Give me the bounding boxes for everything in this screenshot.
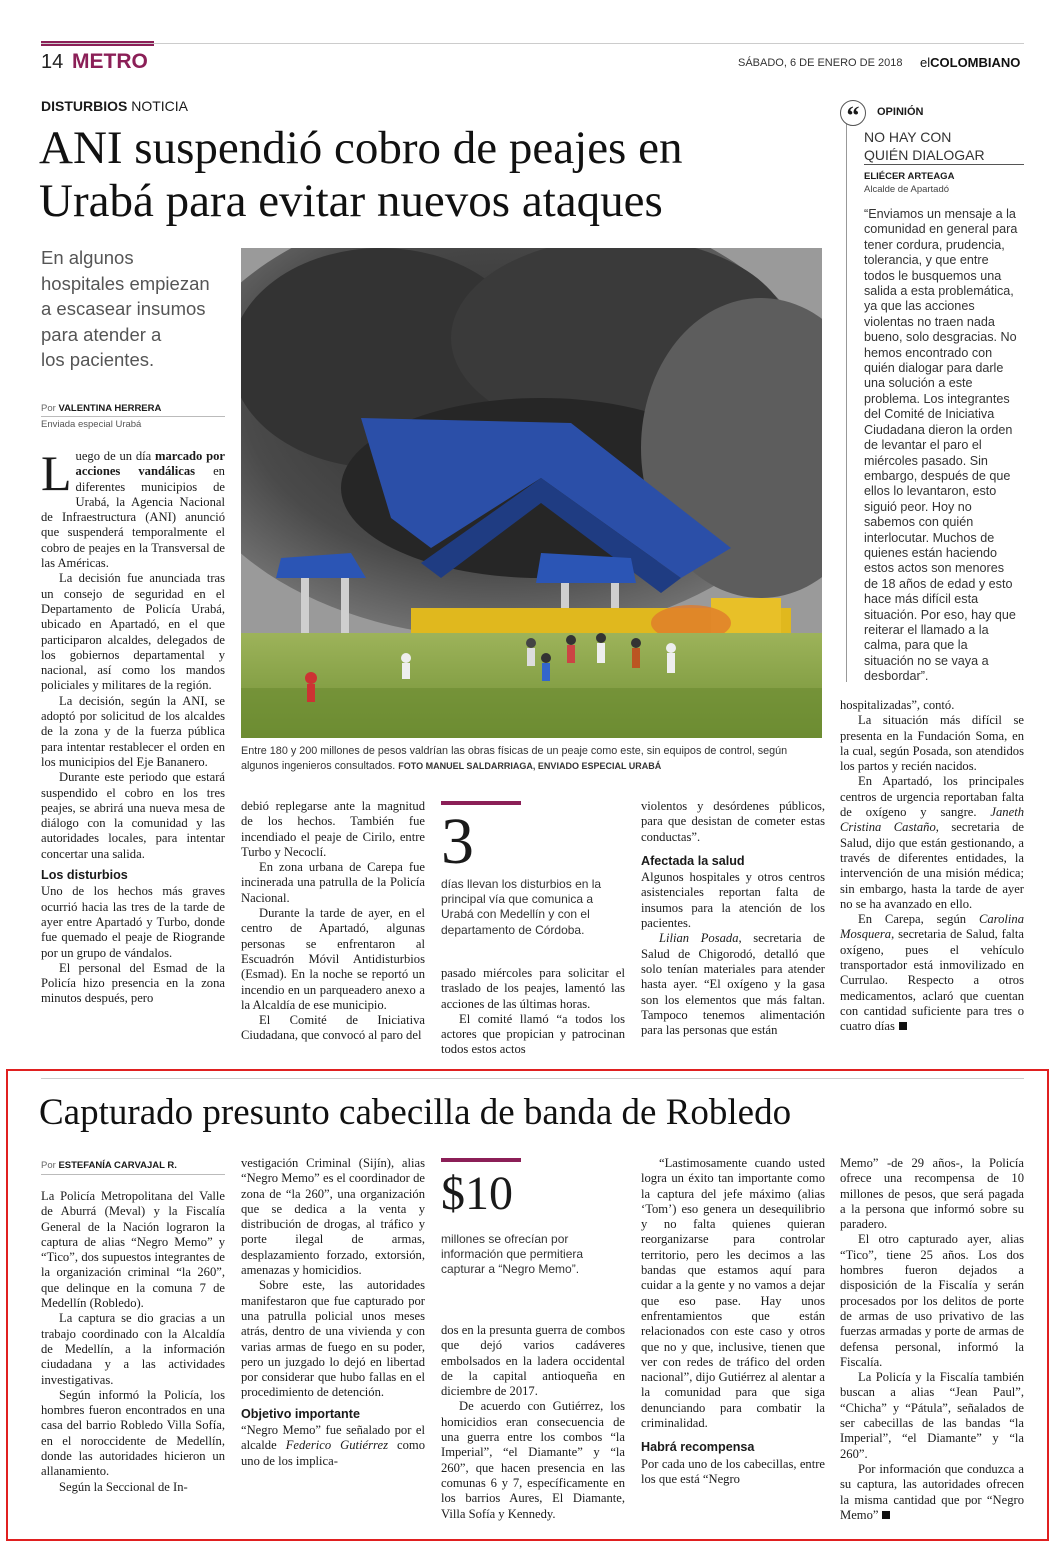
deck-line: los pacientes. — [41, 349, 155, 370]
kicker-label: NOTICIA — [131, 98, 189, 114]
article-column — [41, 1189, 225, 1495]
drop-cap: L — [41, 445, 72, 501]
paragraph: Sobre este, las autoridades manifestaron que fue capturado por una patrulla policial unos meses atrás, dentro de una vivienda y con varias armas de fuego en su poder, pero un juzgado lo dejó en libertad por considerar que hubo fallas en el procedimiento de detención. — [241, 1278, 425, 1400]
byline-2 — [41, 1160, 177, 1171]
lead-text-bold: marcado por acciones vandálicas — [75, 449, 225, 479]
opinion-title-line: QUIÉN DIALOGAR — [864, 147, 985, 163]
issue-date: SÁBADO, 6 DE ENERO DE 2018 — [738, 57, 903, 69]
paragraph — [840, 1462, 1024, 1523]
photo-caption — [241, 744, 822, 774]
paragraph-text: , secretaria de Salud, falta oxígeno, pues el vehículo transportador está inmovilizado en Currulao. Respecto a otros medicamentos, aclaró que cuentan con cantidad suficiente para tres o cuatro días — [840, 927, 1024, 1034]
paragraph: El otro capturado ayer, alias “Tico”, tiene 25 años. Los dos hombres fueron dejados a disposición de la Fiscalía y serán procesados por los delitos de porte de armas de uso privativo de las fuerzas armadas y porte de armas de defensa personal, informó la Fiscalía. — [840, 1232, 1024, 1369]
paragraph: De acuerdo con Gutiérrez, los homicidios eran consecuencia de una guerra entre los combos “la Imperial”, “el Diamante” y “la 260”, que hacen presencia en las comunas 6 y 7, específicamente en los barrios Aures, El Diamante, Villa Sofía y Kennedy. — [441, 1399, 625, 1521]
kicker-bold: DISTURBIOS — [41, 98, 128, 114]
news-photo — [241, 248, 822, 738]
paragraph: Durante este periodo que estará suspendido el cobro en los tres peajes, se abrirá una nueva mesa de diálogo con la comunidad y las autoridades locales, para intentar concertar una salida. — [41, 770, 225, 861]
article-column — [641, 799, 825, 1038]
opinion-title-line: NO HAY CON — [864, 129, 952, 145]
article-column — [241, 1156, 425, 1469]
headline-line-2: Urabá para evitar nuevos ataques — [39, 175, 663, 227]
byline-rule — [41, 1174, 225, 1175]
deck-line: En algunos — [41, 247, 134, 268]
opinion-label: OPINIÓN — [877, 106, 924, 118]
deck — [41, 245, 210, 373]
paragraph: El Comité de Iniciativa Ciudadana, que convocó al paro del — [241, 1013, 425, 1043]
paragraph: El comité llamó “a todos los actores que propician y patrocinan todos estos actos — [441, 1011, 625, 1057]
opinion-sidebar-border — [846, 122, 847, 682]
paragraph-text: , secretaria de Salud, dijo que están gestionando, a través de diferentes entidades, la intervención de una misión médica; sin embargo, hasta la tarde de ayer no se ha avanzado en ello. — [840, 820, 1024, 911]
deck-line: para atender a — [41, 323, 162, 345]
subheading: Afectada la salud — [641, 853, 745, 868]
quoted-name: Carolina Mosquera — [840, 912, 1024, 942]
paragraph: En zona urbana de Carepa fue incinerada una patrulla de la Policía Nacional. — [241, 860, 425, 905]
article-column — [441, 966, 625, 1058]
article-column — [441, 1323, 625, 1522]
opinion-title — [864, 128, 1024, 164]
stat-text: millones se ofrecían por información que permitiera capturar a “Negro Memo”. — [441, 1232, 584, 1277]
lead-text-b: en diferentes municipios de Urabá, la Agencia Nacional de Infraestructura (ANI) anunció que suspenderá temporalmente el cobro de peajes en la Transversal de las Américas. — [41, 464, 225, 571]
paragraph-text: En Apartadó, los principales centros de urgencia reportaban falta de oxígeno y sangre. — [840, 774, 1024, 820]
byline-prefix: Por — [41, 403, 56, 414]
article-column — [241, 799, 425, 1044]
paragraph: Según la Seccional de In- — [59, 1479, 188, 1494]
paragraph — [840, 774, 1024, 912]
opinion-author: ELIÉCER ARTEAGA — [864, 171, 955, 182]
byline-name: ESTEFANÍA CARVAJAL R. — [58, 1160, 177, 1171]
opinion-quote: “Enviamos un mensaje a la comunidad en general para tener cordura, prudencia, tolerancia, y que entre todos le busquemos una salida a esta problemática, ya que las acciones violentas no traen nada bueno, solo desgracias. No hemos encontrado con quién dialogar para darle una solución a este problema. Los integrantes del Comité de Iniciativa Ciudadana dieron la orden de levantar el paro el miércoles pasado. Sin embargo, después de que ellos lo levantaron, esto siguió peor. Hoy no sabemos con quién interlocutar. Muchos de quienes están haciendo estos actos son menores de 18 años de edad y esto hace más difícil esta situación. Por eso, hay que reiterar el llamado a la calma, para que la situación no se vaya a desbordar”. — [864, 207, 1018, 684]
quoted-name: Federico Gutiérrez — [285, 1438, 388, 1453]
byline — [41, 403, 161, 414]
paragraph: pasado miércoles para solicitar el traslado de los peajes, lamentó las acciones de las últimas horas. — [441, 966, 625, 1011]
brand-prefix: el — [920, 55, 931, 70]
paragraph: dos en la presunta guerra de combos que dejó varios cadáveres embolsados en la ladera occidental de la capital antioqueña en diciembre de 2017. — [441, 1323, 625, 1399]
opinion-title-rule — [864, 164, 1024, 165]
paragraph-text: “Negro Memo” fue señalado por el alcalde — [241, 1423, 425, 1453]
paragraph: violentos y desórdenes públicos, para que desistan de cometer estas conductas”. — [641, 799, 825, 844]
paragraph: Durante la tarde de ayer, en el centro de Apartadó, algunas personas se enfrentaron al Escuadrón Móvil Antidisturbios (Esmad). En la noche se reportó un incendio en un parqueadero anexo a la Alcaldía de ese municipio. — [241, 906, 425, 1012]
byline-name: VALENTINA HERRERA — [58, 403, 162, 414]
paragraph: La captura se dio gracias a un trabajo coordinado con la Alcaldía de Medellín, a la información ciudadana y a las actividades investigativas. — [41, 1311, 225, 1387]
article-column — [41, 445, 225, 1007]
quote-mark-icon: “ — [840, 100, 866, 126]
paragraph-text: En Carepa, según — [858, 912, 979, 927]
paragraph-text: Por información que conduzca a su captura, las autoridades ofrecen la misma cantidad que por “Negro Memo” — [840, 1461, 1024, 1522]
stat-number: 3 — [441, 805, 474, 878]
section-divider — [41, 1078, 1024, 1079]
byline-role: Enviada especial Urabá — [41, 419, 142, 430]
paragraph: Según informó la Policía, los hombres fueron encontrados en una casa del barrio Robledo Villa Sofía, en el noroccidente de Medellín, donde las autoridades hicieron un allanamiento. — [41, 1387, 225, 1479]
paragraph — [241, 1423, 425, 1469]
article-column — [840, 1156, 1024, 1523]
paragraph-text: , secretaria de Salud de Chigorodó, detalló que solo tenían materiales para atender hasta ayer. “El oxígeno y la gasa son los elementos que más faltan. Tampoco tenemos alimentación para las personas que están — [641, 931, 825, 1038]
paragraph: La decisión fue anunciada tras un consejo de seguridad en el Departamento de Policía Urabá, ubicado en Apartadó, en el que participaron alcaldes, delegados de los gobiernos departamental y nacional, así como los mandos policiales y militares de la región. — [41, 571, 225, 693]
article-column — [641, 1156, 825, 1487]
paragraph: La Policía y la Fiscalía también buscan a alias “Jean Paul”, “Chicha” y “Pátula”, señalados de ser cabecillas de las bandas “la Imperial”, “el Diamante” y “la 260”. — [840, 1370, 1024, 1461]
paragraph: La decisión, según la ANI, se adoptó por solicitud de los alcaldes de la zona y de la fuerza pública para intentar restablecer el orden en los municipios del Eje Bananero. — [41, 693, 225, 769]
paragraph: Por cada uno de los cabecillas, entre los que está “Negro — [641, 1456, 825, 1486]
paragraph: El personal del Esmad de la Policía hizo presencia en la zona minutos después, pero — [41, 960, 225, 1006]
section-name: METRO — [72, 50, 148, 73]
deck-line: hospitales empiezan — [41, 272, 210, 294]
headline-2: Capturado presunto cabecilla de banda de Robledo — [39, 1092, 792, 1133]
lead-text-a: uego de un día — [75, 449, 155, 463]
page-number: 14 — [41, 51, 64, 73]
subheading: Habrá recompensa — [641, 1440, 755, 1455]
header-rule — [41, 43, 1024, 44]
quoted-name: Janeth Cristina Castaño — [840, 805, 1024, 835]
end-mark-icon — [882, 1511, 890, 1519]
paragraph: “Lastimosamente cuando usted logra un éxito tan importante como la captura del jefe máximo (alias ‘Tom’) eso genera un desequilibrio y no falta quienes quieran reorganizarse para controlar territorio, pero les decimos a las bandas que estamos aquí para cuidar a la gente y no vamos a dejar que eso pase. Hay unos enfrentamientos que están relacionados con este caso y otros que no y que, inclusive, tienen que ver con redes de tráfico del orden nacional”, dijo Gutiérrez al alentar a la comunidad para que siga denunciando para combatir la criminalidad. — [641, 1156, 825, 1431]
opinion-role: Alcalde de Apartadó — [864, 184, 950, 195]
byline-rule — [41, 416, 225, 417]
quoted-name: Lilian Posada — [659, 931, 739, 946]
end-mark-icon — [899, 1022, 907, 1030]
headline — [39, 122, 682, 228]
lead-paragraph — [41, 445, 225, 571]
paragraph: vestigación Criminal (Sijín), alias “Negro Memo” es el coordinador de zona de “la 260”, una organización que se dedica a la venta y distribución de drogas, al tráfico y porte ilegal de armas, desplazamiento forzado, extorsión, amenazas y homicidios. — [241, 1156, 425, 1278]
paragraph-text: como uno de los implica- — [241, 1438, 425, 1468]
paragraph: Uno de los hechos más graves ocurrió hacia las tres de la tarde de ayer entre Apartadó y Turbo, donde fue quemado el peaje de Riogrande por un grupo de vándalos. — [41, 884, 225, 960]
headline-line-1: ANI suspendió cobro de peajes en — [39, 122, 683, 174]
paragraph: Algunos hospitales y otros centros asistenciales reportan falta de insumos para la atención de los pacientes. — [641, 870, 825, 931]
stat-text: días llevan los disturbios en la principal vía que comunica a Urabá con Medellín y con el departamento de Córdoba. — [441, 877, 602, 937]
subheading: Objetivo importante — [241, 1406, 360, 1421]
stat-accent-bar — [441, 1158, 521, 1162]
brand-logo — [920, 55, 1020, 70]
brand-name: COLOMBIANO — [930, 55, 1021, 70]
stat-number: $10 — [441, 1167, 513, 1220]
paragraph: debió replegarse ante la magnitud de los hechos. También fue incendiado el peaje de Cirilo, entre Turbo y Necoclí. — [241, 799, 425, 859]
kicker — [41, 98, 188, 114]
paragraph: hospitalizadas”, contó. — [840, 698, 955, 712]
paragraph — [641, 931, 825, 1038]
paragraph: La Policía Metropolitana del Valle de Aburrá (Meval) y la Fiscalía General de la Nación lograron la captura de alias “Negro Memo” y “Tico”, dos supuestos integrantes de la organización criminal “la 260”, que delinque en la comuna 7 de Medellín (Robledo). — [41, 1189, 225, 1311]
deck-line: a escasear insumos — [41, 298, 206, 319]
paragraph — [840, 912, 1024, 1034]
paragraph: La situación más difícil se presenta en la Fundación Soma, en la cual, según Posada, son atendidos los partos y recién nacidos. — [840, 713, 1024, 774]
photo-credit: FOTO MANUEL SALDARRIAGA, ENVIADO ESPECIAL URABÁ — [398, 761, 662, 771]
caption-text: Entre 180 y 200 millones de pesos valdrían las obras físicas de un peaje como este, sin equipos de control, según algunos ingenieros consultados. — [241, 745, 788, 772]
paragraph: Memo” -de 29 años-, la Policía ofrece una recompensa de 10 millones de pesos, que será pagada a la persona que informó sobre su paradero. — [840, 1156, 1024, 1232]
subheading: Los disturbios — [41, 868, 128, 883]
article-column — [840, 698, 1024, 1035]
byline-prefix: Por — [41, 1160, 56, 1171]
